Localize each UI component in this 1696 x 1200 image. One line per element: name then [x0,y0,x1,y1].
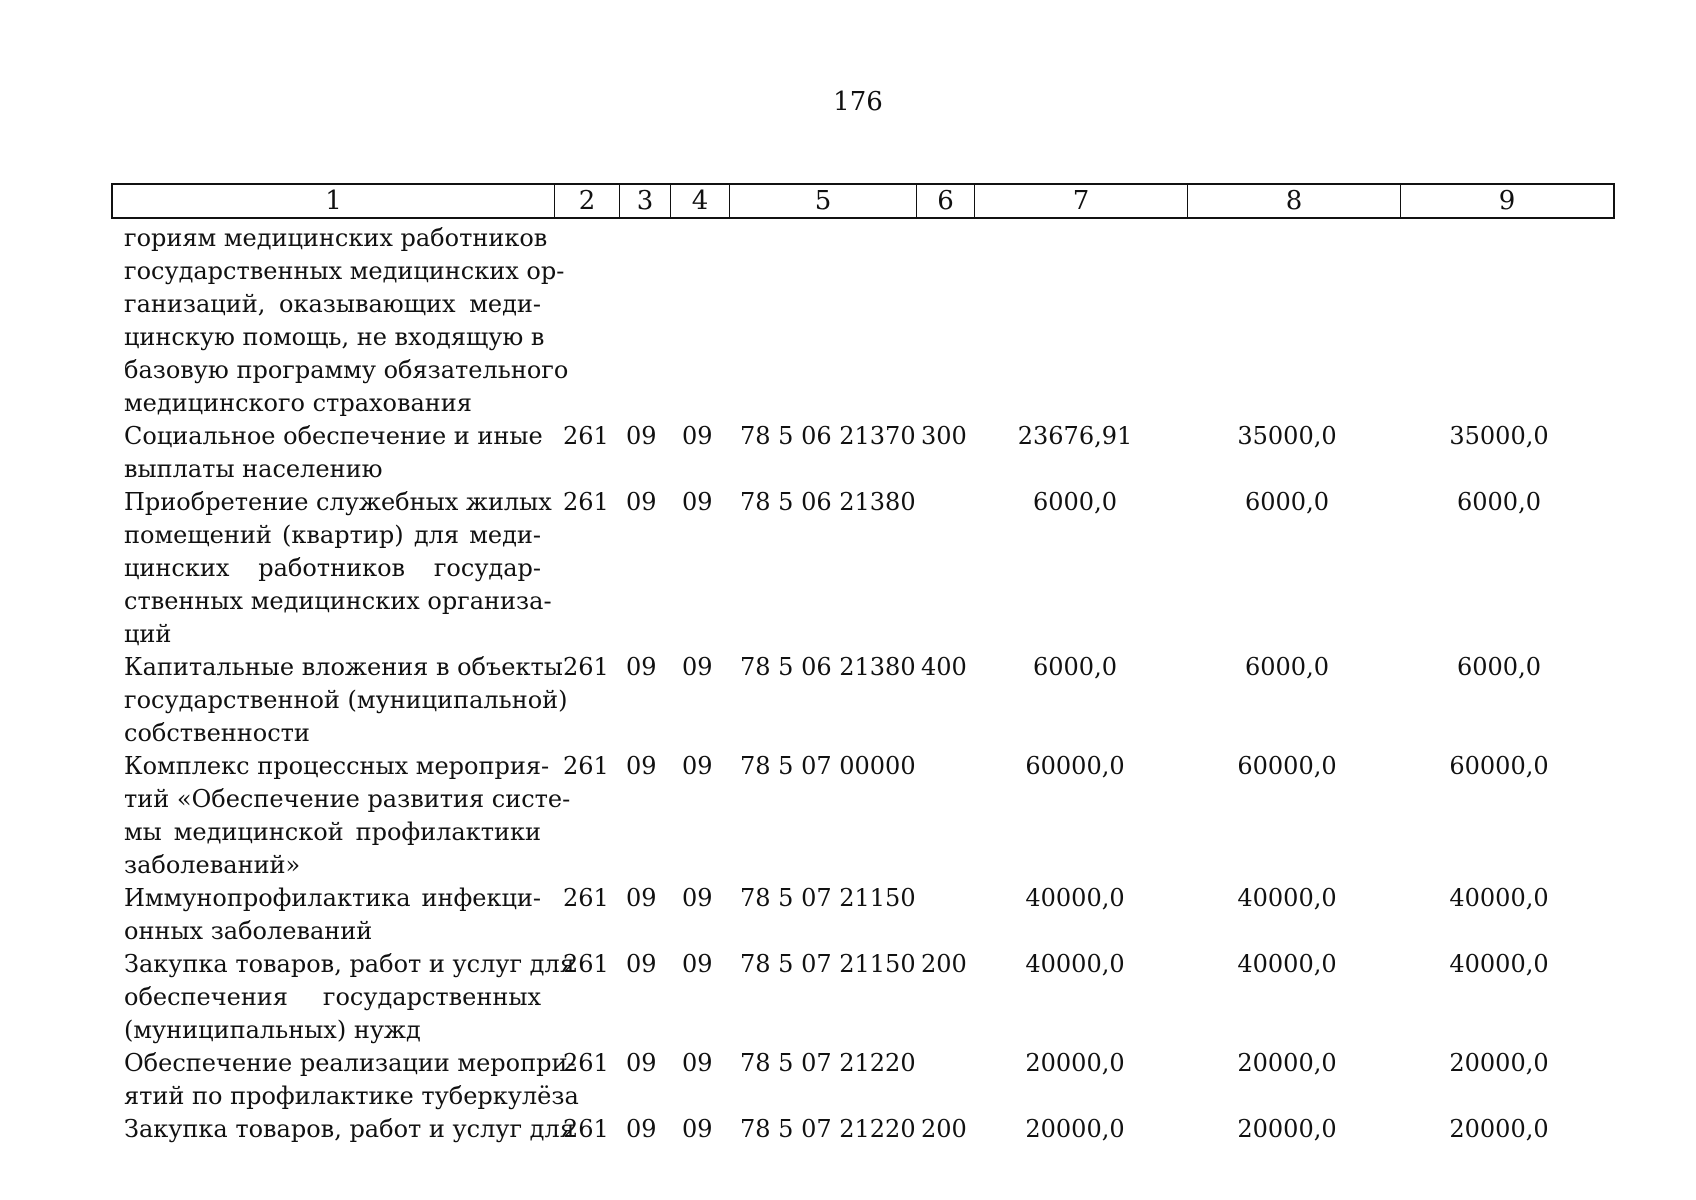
description-line: ганизаций, оказывающих меди- [124,290,541,318]
description-line: Социальное обеспечение и иные [124,422,543,450]
cell-col-7: 20000,0 [1025,1049,1125,1077]
table-row [0,882,1696,948]
row-description [124,222,569,420]
description-line: Иммунопрофилактика инфекци- [124,884,541,912]
cell-col-4: 09 [682,1115,713,1143]
description-line: собственности [124,719,310,747]
description-line: обеспечения государственных [124,983,541,1011]
row-description [124,750,571,882]
header-col-1: 1 [113,185,555,217]
cell-col-4: 09 [682,653,713,681]
header-col-5: 5 [730,185,917,217]
cell-col-8: 6000,0 [1245,488,1329,516]
cell-col-4: 09 [682,752,713,780]
header-col-9: 9 [1498,186,1516,216]
cell-col-9: 40000,0 [1449,884,1549,912]
row-description [124,948,575,1047]
cell-col-4: 09 [682,422,713,450]
description-line: Закупка товаров, работ и услуг для [124,950,575,978]
cell-col-3: 09 [626,422,657,450]
cell-col-3: 09 [626,488,657,516]
cell-col-4: 09 [682,1049,713,1077]
cell-col-9: 20000,0 [1449,1115,1549,1143]
cell-col-4: 09 [682,950,713,978]
cell-col-2: 261 [563,1115,609,1143]
cell-col-8: 60000,0 [1237,752,1337,780]
cell-col-7: 6000,0 [1033,488,1117,516]
description-line: Обеспечение реализации меропри- [124,1049,576,1077]
description-line: тий «Обеспечение развития систе- [124,785,571,813]
cell-col-3: 09 [626,950,657,978]
cell-col-7: 60000,0 [1025,752,1125,780]
description-line: государственной (муниципальной) [124,686,568,714]
table-row [0,222,1696,420]
cell-col-2: 261 [563,653,609,681]
table-row [0,1113,1696,1146]
cell-col-3: 09 [626,653,657,681]
cell-col-5: 78 5 07 21150 [740,884,916,912]
description-line: цинских работников государ- [124,554,541,582]
cell-col-5: 78 5 06 21380 [740,653,916,681]
cell-col-6: 300 [921,422,967,450]
cell-col-5: 78 5 07 21220 [740,1049,916,1077]
description-line: мы медицинской профилактики [124,818,541,846]
header-col-4: 4 [671,185,730,217]
cell-col-9: 20000,0 [1449,1049,1549,1077]
table-row [0,750,1696,882]
table-row [0,651,1696,750]
cell-col-3: 09 [626,1115,657,1143]
cell-col-4: 09 [682,488,713,516]
cell-col-2: 261 [563,488,609,516]
cell-col-6: 400 [921,653,967,681]
cell-col-6: 200 [921,1115,967,1143]
cell-col-9: 6000,0 [1457,653,1541,681]
description-line: медицинского страхования [124,389,472,417]
description-line: ций [124,620,172,648]
cell-col-2: 261 [563,1049,609,1077]
cell-col-2: 261 [563,752,609,780]
table-row [0,420,1696,486]
cell-col-3: 09 [626,752,657,780]
row-description [124,651,568,750]
row-description [124,1047,579,1113]
cell-col-6: 200 [921,950,967,978]
cell-col-7: 40000,0 [1025,884,1125,912]
description-line: гориям медицинских работников [124,224,548,252]
row-description [124,486,552,651]
cell-col-9: 35000,0 [1449,422,1549,450]
cell-col-3: 09 [626,1049,657,1077]
cell-col-5: 78 5 07 21220 [740,1115,916,1143]
cell-col-5: 78 5 07 21150 [740,950,916,978]
cell-col-7: 40000,0 [1025,950,1125,978]
table-row [0,486,1696,651]
cell-col-2: 261 [563,950,609,978]
description-line: базовую программу обязательного [124,356,569,384]
page-number: 176 [833,87,883,117]
description-line: государственных медицинских ор- [124,257,565,285]
description-line: Приобретение служебных жилых [124,488,552,516]
description-line: выплаты населению [124,455,383,483]
description-line: ственных медицинских организа- [124,587,552,615]
header-col-7: 7 [975,185,1188,217]
description-line: цинскую помощь, не входящую в [124,323,545,351]
cell-col-5: 78 5 06 21370 [740,422,916,450]
cell-col-5: 78 5 06 21380 [740,488,916,516]
cell-col-2: 261 [563,884,609,912]
cell-col-8: 40000,0 [1237,950,1337,978]
cell-col-8: 20000,0 [1237,1115,1337,1143]
description-line: онных заболеваний [124,917,373,945]
row-description [124,882,541,948]
header-col-2: 2 [555,185,620,217]
cell-col-4: 09 [682,884,713,912]
row-description [124,1113,575,1146]
cell-col-7: 23676,91 [1017,422,1133,450]
cell-col-3: 09 [626,884,657,912]
description-line: помещений (квартир) для меди- [124,521,541,549]
cell-col-8: 6000,0 [1245,653,1329,681]
cell-col-9: 6000,0 [1457,488,1541,516]
cell-col-9: 40000,0 [1449,950,1549,978]
cell-col-8: 20000,0 [1237,1049,1337,1077]
cell-col-9: 60000,0 [1449,752,1549,780]
row-description [124,420,541,486]
description-line: заболеваний» [124,851,301,879]
cell-col-5: 78 5 07 00000 [740,752,916,780]
description-line: Закупка товаров, работ и услуг для [124,1115,575,1143]
header-col-8: 8 [1188,185,1401,217]
cell-col-8: 40000,0 [1237,884,1337,912]
cell-col-8: 35000,0 [1237,422,1337,450]
table-row [0,948,1696,1047]
cell-col-2: 261 [563,422,609,450]
cell-col-7: 6000,0 [1033,653,1117,681]
description-line: Капитальные вложения в объекты [124,653,563,681]
description-line: ятий по профилактике туберкулёза [124,1082,579,1110]
description-line: (муниципальных) нужд [124,1016,421,1044]
table-row [0,1047,1696,1113]
header-col-3: 3 [620,185,671,217]
cell-col-7: 20000,0 [1025,1115,1125,1143]
header-col-6: 6 [917,185,975,217]
description-line: Комплекс процессных мероприя- [124,752,550,780]
